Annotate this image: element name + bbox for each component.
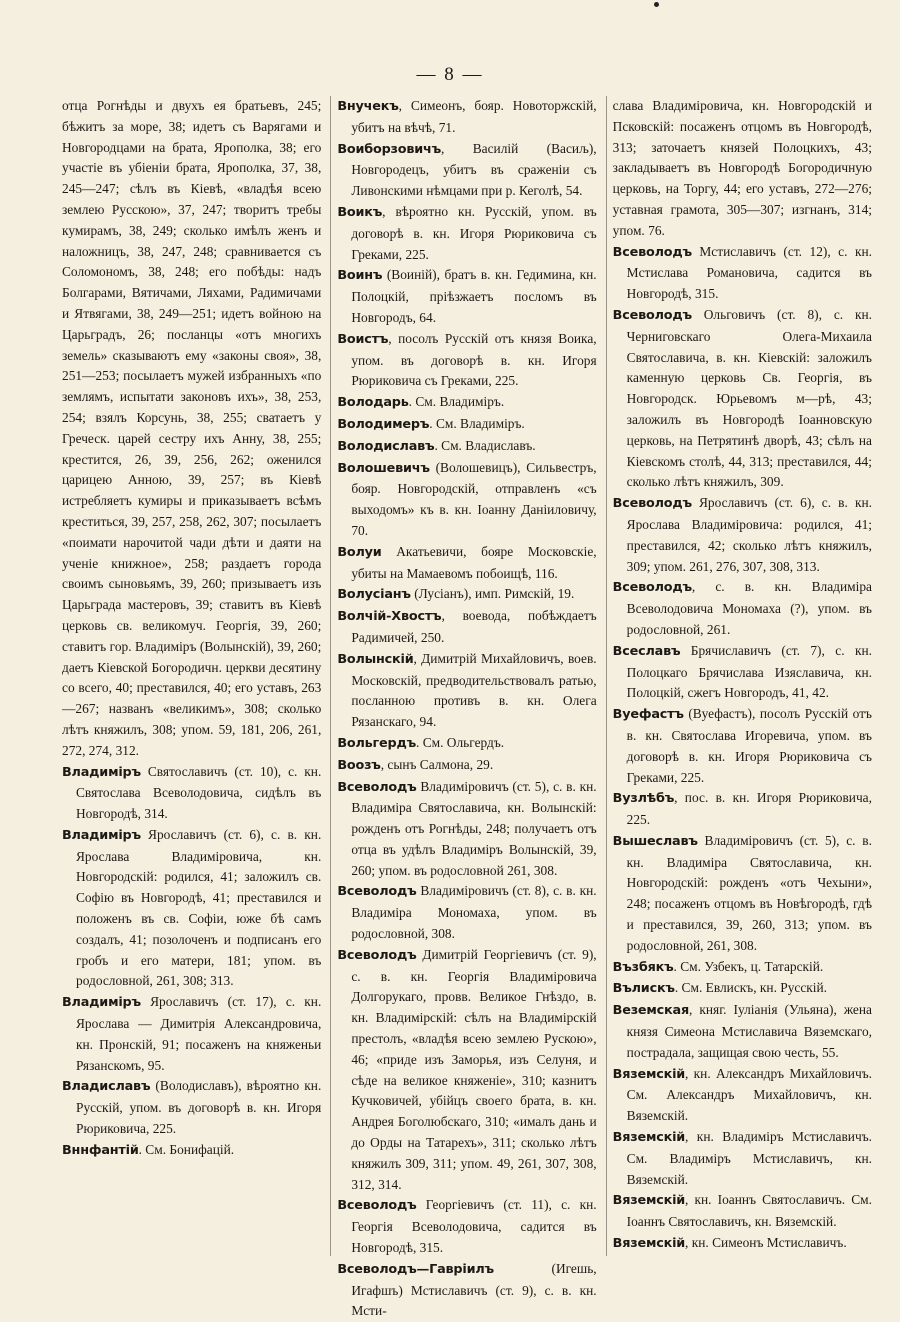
entry-headword: Вълискъ <box>612 981 675 997</box>
dictionary-entry <box>62 1140 321 1162</box>
dictionary-entry <box>613 305 872 493</box>
entry-headword: Всеволодъ <box>337 947 417 963</box>
ink-dot <box>654 2 659 7</box>
dictionary-entry <box>337 96 596 139</box>
dictionary-entry <box>613 641 872 704</box>
dictionary-entry <box>62 762 321 825</box>
entry-text: , кн. Александръ Михайловичъ. См. Александръ Михайловичъ, кн. Вяземскій. <box>626 1065 872 1124</box>
entry-headword: Володарь <box>337 395 409 411</box>
entry-text: . См. Ольгердъ. <box>416 734 505 750</box>
entry-text: . См. Евлискъ, кн. Русскій. <box>674 980 828 996</box>
entry-text: Димитрій Георгіевичъ (ст. 9), с. в. кн. Георгія Владиміровича Долгорукаго, провв. Великое Гнѣздо, в. кн. Владимірскій: сѣлъ на Владимірскій престолъ, «владѣя всею землею Рускою», 46; «приде изъ Заморья, изъ Селуня, и сѣде на великое княженіе», 310; казнитъ Кучковичей, убійцъ своего брата, в. кн. Андрея Боголюбскаго, 310; «ималъ дань и до Орды на Татарехъ», 311; сколько лѣтъ княжилъ 309, 311; упом. 49, 261, 307, 308, 312, 314. <box>351 946 597 1192</box>
entry-headword: Вольгердъ <box>337 735 417 751</box>
entry-headword: Всеволодъ <box>612 580 692 596</box>
text-columns <box>62 96 872 1319</box>
entry-text: , воевода, побѣждаетъ Радимичей, 250. <box>351 608 597 645</box>
dictionary-entry <box>62 1076 321 1139</box>
dictionary-entry <box>613 1064 872 1127</box>
dictionary-entry <box>337 265 596 328</box>
entry-headword: Владиславъ <box>62 1079 151 1095</box>
entry-headword: Вяземскій <box>612 1130 686 1146</box>
dictionary-entry <box>62 96 321 762</box>
entry-headword: Всеволодъ <box>612 307 692 323</box>
entry-headword: Волынскій <box>337 651 414 667</box>
entry-text: , Василій (Васиљ), Новгородецъ, убитъ въ сраженіи съ Ливонскими нѣмцами при р. Кеголѣ, 54. <box>351 140 597 199</box>
entry-text: , сынъ Салмона, 29. <box>380 756 494 772</box>
entry-headword: Всеславъ <box>612 643 681 659</box>
dictionary-entry <box>613 957 872 979</box>
entry-text: . См. Владиміръ. <box>408 394 505 410</box>
entry-headword: Вуефастъ <box>612 707 684 723</box>
dictionary-entry <box>337 777 596 882</box>
entry-headword: Волчій-Хвостъ <box>337 609 442 625</box>
dictionary-entry <box>613 1127 872 1190</box>
entry-text: (Вуефастъ), посолъ Русскій отъ в. кн. Святослава Игоревича, упом. въ договорѣ в. кн. Игоря Рюриковича съ Греками, 225. <box>626 706 872 785</box>
entry-text: Георгіевичъ (ст. 11), с. кн. Георгія Всеволодовича, садится въ Новгородѣ, 315. <box>351 1197 597 1256</box>
entry-text: отца Рогнѣды и двухъ ея братьевъ, 245; бѣжитъ за море, 38; идетъ съ Варягами и Новгородцами на брата, Ярополка, 38; его участіе въ убіеніи брата, Ярополка, 37, 38, 245—247; сѣлъ въ Кіевѣ, «владѣя всею землею Русскою», 37, 247; творитъ требы кумирамъ, 38, 249; сколько имѣлъ женъ и наложницъ, 38, 247, 248; сравнивается съ Соломономъ, 38, 248; его побѣды: надъ Болгарами, Вятичами, Ляхами, Радимичами и Ятвягами, 38, 249—251; идетъ войною на Царьградъ, 26; посланцы «отъ многихъ земель» сказываютъ ему «законы своя», 38, 251—253; посылаетъ мужей избранныхъ «по землямъ, испытати законовъ ихъ», 38, 253, 254; взялъ Корсунь, 38, 255; сватаетъ у Греческ. царей сестру ихъ Анну, 38, 255; крестится, 26, 39, 256, 262; оженился царицею Анною, 39, 257; въ Кіевѣ истребляетъ кумиры и приказываетъ всѣмъ креститься, 39, 257, 258, 262, 307; посылаетъ «поимати нарочитой чади дѣти и даяти на ученіе книжное», 258; раздаетъ города своимъ сыновьямъ, 39, 260; призываетъ изъ Царьграда мастеровъ, 39; ставитъ въ Кіевѣ церковь св. великомуч. Георгія, 39, 260; ставитъ гор. Владиміръ (Волынскій), 39, 260; даетъ Кіевской Богородичн. церкви десятину со всего, 40; преставился, 40; его уставъ, 263—267; названъ «великимъ», 308; сколько лѣтъ княжилъ, 308; упом. 59, 181, 206, 261, 272, 274, 312. <box>62 98 322 758</box>
entry-text: , пос. в. кн. Игоря Рюриковича, 225. <box>626 790 872 828</box>
entry-text: Ольговичъ (ст. 8), с. кн. Черниговскаго Олега-Михаила Святославича, в. кн. Кіевскій: заложилъ каменную церковь Св. Георгія, въ Новгородск. Юрьевомъ м—рѣ, 43; заложилъ въ Новгородѣ Іоанновскую церковь, на Петрятинѣ дворѣ, 43; сѣлъ на Кіевскомъ столѣ, 44, 313; преставился, 44; сколько лѣтъ княжилъ, 309. <box>626 306 872 490</box>
entry-headword: Владиміръ <box>62 827 141 843</box>
entry-headword: Воинъ <box>337 268 383 284</box>
entry-headword: Волусіанъ <box>337 587 411 603</box>
entry-text: , Димитрій Михайловичъ, воев. Московскій, предводительствовалъ ратью, посланною противъ в. кн. Олега Рязанскаго, 94. <box>351 650 597 730</box>
entry-text: . См. Владиміръ. <box>429 415 525 431</box>
entry-text: , княг. Іуліанія (Ульяна), жена князя Симеона Мстиславича Вяземскаго, пострадала, защищая свою честь, 55. <box>626 1002 872 1060</box>
entry-text: (Володиславъ), вѣроятно кн. Русскій, упом. въ договорѣ в. кн. Игоря Рюриковича, 225. <box>76 1078 322 1137</box>
entry-text: Акатьевичи, бояре Московскіе, убиты на Мамаевомъ побоищѣ, 116. <box>351 543 597 581</box>
entry-text: . См. Владиславъ. <box>434 437 536 453</box>
entry-text: , Симеонъ, бояр. Новоторжскій, убитъ на вѣчѣ, 71. <box>351 98 597 135</box>
entry-headword: Възбякъ <box>612 959 674 975</box>
entry-text: (Волошевицъ), Сильвестръ, бояр. Новгородскій, отправленъ «съ выходомъ» къ в. кн. Іоанну Даніиловичу, 70. <box>351 459 597 538</box>
dictionary-entry <box>337 649 596 733</box>
entry-headword: Воистъ <box>337 331 389 347</box>
entry-text: (Воиній), братъ в. кн. Гедимина, кн. Полоцкій, пріѣзжаетъ посломъ въ Новгородъ, 64. <box>351 267 597 325</box>
entry-headword: Всеволодъ <box>337 1198 417 1214</box>
entry-text: Ярославичъ (ст. 6), с. в. кн. Ярослава Владиміровича: родился, 41; преставился, 42; сколько лѣтъ княжилъ, 309; упом. 261, 276, 307, 308, 313. <box>626 495 872 574</box>
entry-headword: Всеволодъ <box>337 884 417 900</box>
dictionary-entry <box>613 242 872 305</box>
entry-headword: Владиміръ <box>62 995 141 1011</box>
entry-text: (Игешь, Игафшъ) Мстиславичъ (ст. 9), с. в. кн. Мсти- <box>351 1260 597 1319</box>
entry-text: Мстиславичъ (ст. 12), с. кн. Мстислава Романовича, садится въ Новгородѣ, 315. <box>626 243 872 302</box>
entry-text: . См. Бонифацій. <box>138 1141 235 1157</box>
entry-text: слава Владиміровича, кн. Новгородскій и Псковскій: посаженъ отцомъ въ Новгородѣ, 313; заточаетъ князей Полоцкихъ, 43; закладываетъ въ Новгородѣ Богородичную церковь, на Торгу, 44; его уставъ, 272—276; уставная грамота, 305—307; изгнанъ, 314; упом. 76. <box>612 98 872 238</box>
column-right <box>606 96 872 1256</box>
dictionary-entry <box>337 945 596 1196</box>
entry-headword: Володиславъ <box>337 438 435 454</box>
dictionary-entry <box>337 329 596 392</box>
dictionary-entry <box>613 978 872 1000</box>
dictionary-entry <box>337 202 596 265</box>
dictionary-entry <box>337 755 596 777</box>
entry-headword: Всеволодъ—Гавріилъ <box>337 1261 494 1277</box>
dictionary-entry <box>337 542 596 585</box>
entry-headword: Волуи <box>337 544 382 560</box>
dictionary-entry <box>613 1233 872 1255</box>
entry-headword: Воикъ <box>337 204 383 220</box>
entry-text: . См. Узбекъ, ц. Татарскій. <box>673 958 824 974</box>
column-middle <box>330 96 597 1319</box>
dictionary-entry <box>337 436 596 458</box>
entry-text: , вѣроятно кн. Русскій, упом. въ договорѣ в. кн. Игоря Рюриковича съ Греками, 225. <box>351 203 597 262</box>
entry-text: , посолъ Русскій отъ князя Воика, упом. въ договорѣ в. кн. Игоря Рюриковича съ Греками, 225. <box>351 330 597 389</box>
entry-text: Владиміровичъ (ст. 5), с. в. кн. Владиміра Святославича, кн. Новгородскій: рожденъ «отъ Чехыни», 248; посаженъ отцомъ въ Новѣгородѣ, гдѣ и преставился, 39, 260, 313; упом. въ родословной, 261, 308. <box>626 832 872 953</box>
entry-headword: Вннфантій <box>62 1142 139 1158</box>
dictionary-entry <box>337 584 596 606</box>
entry-text: Брячиславичъ (ст. 7), с. кн. Полоцкаго Брячислава Изяславича, кн. Полоцкій, сжегъ Новгородъ, 41, 42. <box>626 642 872 701</box>
page-number: — 8 — <box>416 64 484 85</box>
entry-headword: Внучекъ <box>337 99 399 114</box>
entry-headword: Владиміръ <box>62 764 141 780</box>
dictionary-entry <box>613 493 872 577</box>
entry-headword: Вяземскій <box>612 1236 686 1252</box>
dictionary-entry <box>62 825 321 992</box>
dictionary-entry <box>613 1000 872 1063</box>
dictionary-entry <box>337 392 596 414</box>
entry-text: Святославичъ (ст. 10), с. кн. Святослава Всеволодовича, сидѣлъ въ Новгородѣ, 314. <box>76 763 322 822</box>
entry-text: Владиміровичъ (ст. 8), с. в. кн. Владиміра Мономаха, упом. въ родословной, 308. <box>351 883 597 942</box>
dictionary-entry <box>337 139 596 202</box>
entry-headword: Вяземскій <box>612 1193 686 1209</box>
entry-text: Ярославичъ (ст. 17), с. кн. Ярослава — Димитрія Александровича, кн. Пронскій, 91; посаженъ на княженьи Рязанскомъ, 95. <box>76 994 322 1073</box>
entry-headword: Вышеславъ <box>612 833 698 849</box>
dictionary-entry <box>337 414 596 436</box>
dictionary-entry <box>337 1259 596 1322</box>
entry-headword: Всеволодъ <box>612 244 692 260</box>
dictionary-entry <box>337 458 596 542</box>
dictionary-entry <box>613 96 872 242</box>
dictionary-entry <box>613 577 872 640</box>
entry-headword: Вяземскій <box>612 1066 686 1082</box>
dictionary-entry <box>613 1190 872 1233</box>
column-left <box>62 96 321 1256</box>
entry-headword: Веземская <box>612 1003 689 1019</box>
entry-text: , кн. Симеонъ Мстиславичъ. <box>685 1235 847 1251</box>
entry-text: , кн. Іоаннъ Святославичъ. См. Іоаннъ Святославичъ, кн. Вяземскій. <box>626 1192 872 1230</box>
entry-text: Владиміровичъ (ст. 5), с. в. кн. Владиміра Святославича, кн. Волынскій: рожденъ отъ Рогнѣды, 248; получаетъ отъ отца въ удѣлъ Владиміръ Волынскій, 39, 260; упом. въ родословной 261, 308. <box>351 778 597 878</box>
entry-headword: Волошевичъ <box>337 460 430 476</box>
entry-headword: Володимеръ <box>337 416 430 432</box>
dictionary-entry <box>337 606 596 649</box>
entry-headword: Всеволодъ <box>612 496 692 512</box>
entry-headword: Всеволодъ <box>337 779 417 795</box>
dictionary-entry <box>62 992 321 1076</box>
entry-headword: Воиборзовичъ <box>337 141 442 157</box>
dictionary-entry <box>337 733 596 755</box>
entry-headword: Воозъ <box>337 757 381 773</box>
entry-text: (Лусіанъ), имп. Римскій, 19. <box>410 586 575 602</box>
dictionary-entry <box>337 1195 596 1258</box>
entry-text: , с. в. кн. Владиміра Всеволодовича Мономаха (?), упом. въ родословной, 261. <box>626 579 872 637</box>
dictionary-entry <box>613 831 872 957</box>
dictionary-entry <box>613 788 872 831</box>
dictionary-entry <box>613 704 872 788</box>
entry-headword: Вузлѣбъ <box>612 791 675 807</box>
dictionary-entry <box>337 881 596 944</box>
entry-text: , кн. Владиміръ Мстиславичъ. См. Владиміръ Мстиславичъ, кн. Вяземскій. <box>626 1129 872 1187</box>
entry-text: Ярославичъ (ст. 6), с. в. кн. Ярослава Владиміровича, кн. Новгородскій: родился, 41; заложилъ св. Софію въ Новгородѣ, 41; преставился и положенъ въ св. Софіи, юже бѣ самъ создалъ, 41; позолоченъ и подписанъ его гробъ и его матери, 181; упом. въ родословной, 261, 308; 313. <box>76 826 322 989</box>
